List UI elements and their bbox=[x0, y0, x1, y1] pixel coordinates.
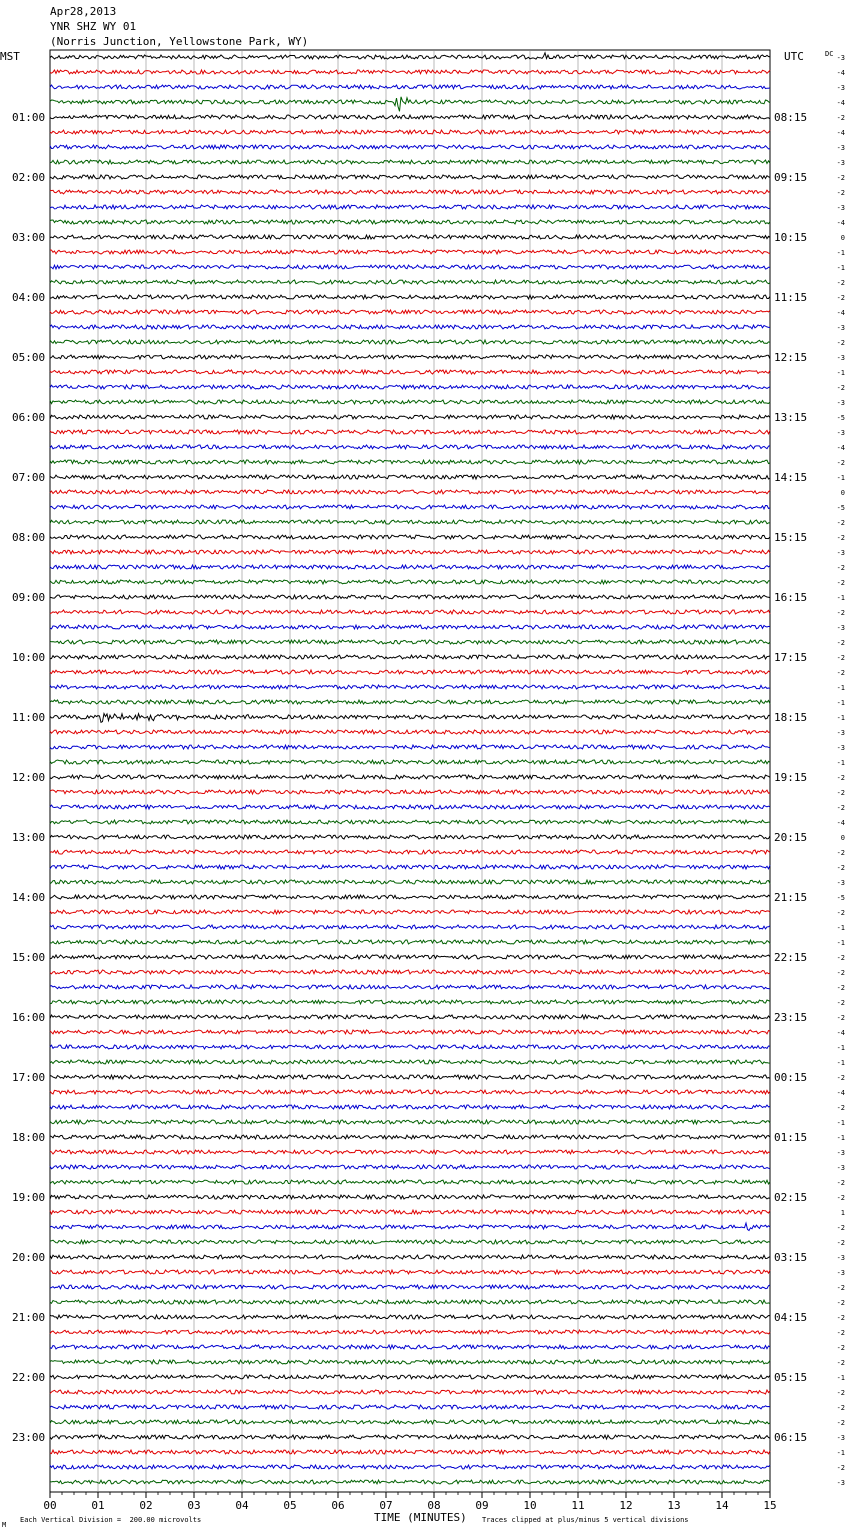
trace-line bbox=[50, 1180, 770, 1184]
trace-line bbox=[50, 340, 770, 344]
trace-line bbox=[50, 640, 770, 644]
trace-line bbox=[50, 460, 770, 464]
trace-line bbox=[50, 685, 770, 689]
trace-line bbox=[50, 714, 770, 723]
dc-offset-label: -2 bbox=[836, 1224, 845, 1232]
left-hour-label: 19:00 bbox=[12, 1191, 46, 1204]
trace-line bbox=[50, 70, 770, 74]
trace-line bbox=[50, 1285, 770, 1289]
dc-offset-label: -2 bbox=[836, 804, 845, 812]
x-tick-label: 10 bbox=[523, 1499, 537, 1512]
x-tick-label: 09 bbox=[475, 1499, 489, 1512]
trace-line bbox=[50, 730, 770, 734]
dc-offset-label: -2 bbox=[836, 1329, 845, 1337]
x-tick-label: 03 bbox=[187, 1499, 201, 1512]
dc-offset-label: -3 bbox=[836, 879, 845, 887]
trace-line bbox=[50, 400, 770, 404]
dc-offset-label: -2 bbox=[836, 774, 845, 782]
x-tick-label: 02 bbox=[139, 1499, 153, 1512]
x-tick-label: 13 bbox=[667, 1499, 681, 1512]
dc-offset-label: 0 bbox=[840, 489, 845, 497]
dc-offset-label: -2 bbox=[836, 864, 845, 872]
dc-offset-label: -2 bbox=[836, 1104, 845, 1112]
trace-line bbox=[50, 505, 770, 509]
left-hour-label: 08:00 bbox=[12, 531, 46, 544]
dc-offset-label: -2 bbox=[836, 1074, 845, 1082]
dc-offset-label: -2 bbox=[836, 1239, 845, 1247]
trace-line bbox=[50, 385, 770, 389]
left-hour-label: 02:00 bbox=[12, 171, 46, 184]
trace-line bbox=[50, 280, 770, 284]
dc-offset-label: -1 bbox=[836, 714, 845, 722]
dc-offset-label: -2 bbox=[836, 984, 845, 992]
dc-offset-label: -1 bbox=[836, 474, 845, 482]
left-hour-label: 20:00 bbox=[12, 1251, 46, 1264]
trace-line bbox=[50, 1210, 770, 1214]
right-hour-label: 04:15 bbox=[774, 1311, 808, 1324]
left-hour-label: 05:00 bbox=[12, 351, 46, 364]
dc-offset-label: -1 bbox=[836, 264, 845, 272]
trace-line bbox=[50, 880, 770, 884]
trace-line bbox=[50, 1195, 770, 1199]
trace-line bbox=[50, 520, 770, 524]
left-hour-label: 22:00 bbox=[12, 1371, 46, 1384]
trace-line bbox=[50, 370, 770, 374]
trace-line bbox=[50, 835, 770, 839]
dc-offset-label: -2 bbox=[836, 279, 845, 287]
dc-offset-label: -3 bbox=[836, 429, 845, 437]
right-hour-label: 15:15 bbox=[774, 531, 808, 544]
trace-line bbox=[50, 415, 770, 419]
dc-offset-label: -2 bbox=[836, 339, 845, 347]
dc-offset-label: -2 bbox=[836, 579, 845, 587]
trace-line bbox=[50, 805, 770, 809]
dc-offset-label: -2 bbox=[836, 909, 845, 917]
trace-line bbox=[50, 1150, 770, 1154]
right-hour-label: 19:15 bbox=[774, 771, 808, 784]
trace-line bbox=[50, 190, 770, 194]
right-hour-label: 02:15 bbox=[774, 1191, 808, 1204]
trace-line bbox=[50, 625, 770, 629]
dc-offset-label: -1 bbox=[836, 1059, 845, 1067]
trace-line bbox=[50, 1075, 770, 1079]
trace-line bbox=[50, 700, 770, 704]
dc-offset-label: -3 bbox=[836, 1164, 845, 1172]
right-hour-label: 17:15 bbox=[774, 651, 808, 664]
dc-offset-label: -2 bbox=[836, 189, 845, 197]
trace-line bbox=[50, 1105, 770, 1109]
trace-line bbox=[50, 1390, 770, 1394]
trace-line bbox=[50, 355, 770, 359]
trace-line bbox=[50, 1465, 770, 1469]
left-hour-label: 18:00 bbox=[12, 1131, 46, 1144]
dc-offset-label: -1 bbox=[836, 1134, 845, 1142]
dc-offset-label: -2 bbox=[836, 1389, 845, 1397]
dc-offset-label: -2 bbox=[836, 1299, 845, 1307]
x-tick-label: 14 bbox=[715, 1499, 729, 1512]
dc-offset-label: -2 bbox=[836, 669, 845, 677]
trace-line bbox=[50, 580, 770, 584]
station-location: (Norris Junction, Yellowstone Park, WY) bbox=[50, 35, 309, 48]
dc-offset-label: -2 bbox=[836, 1464, 845, 1472]
trace-line bbox=[50, 1345, 770, 1349]
dc-offset-label: -2 bbox=[836, 954, 845, 962]
left-hour-label: 01:00 bbox=[12, 111, 46, 124]
dc-offset-label: -1 bbox=[836, 924, 845, 932]
dc-offset-label: -5 bbox=[836, 504, 845, 512]
dc-offset-label: -2 bbox=[836, 1194, 845, 1202]
left-hour-label: 15:00 bbox=[12, 951, 46, 964]
station-code: YNR SHZ WY 01 bbox=[50, 20, 137, 33]
dc-offset-label: -2 bbox=[836, 1314, 845, 1322]
trace-line bbox=[50, 310, 770, 314]
dc-offset-label: -3 bbox=[836, 399, 845, 407]
left-hour-label: 21:00 bbox=[12, 1311, 46, 1324]
dc-offset-label: -3 bbox=[836, 729, 845, 737]
trace-line bbox=[50, 1315, 770, 1319]
dc-offset-label: -1 bbox=[836, 699, 845, 707]
dc-offset-label: -5 bbox=[836, 894, 845, 902]
left-hour-label: 17:00 bbox=[12, 1071, 46, 1084]
x-tick-label: 01 bbox=[91, 1499, 105, 1512]
dc-offset-label: -2 bbox=[836, 564, 845, 572]
dc-offset-label: -3 bbox=[836, 54, 845, 62]
trace-line bbox=[50, 97, 770, 112]
trace-line bbox=[50, 1223, 770, 1230]
dc-offset-label: -2 bbox=[836, 999, 845, 1007]
right-hour-label: 11:15 bbox=[774, 291, 808, 304]
right-hour-label: 22:15 bbox=[774, 951, 808, 964]
dc-offset-label: -3 bbox=[836, 1269, 845, 1277]
dc-offset-label: -2 bbox=[836, 1014, 845, 1022]
trace-line bbox=[50, 1030, 770, 1034]
trace-line bbox=[50, 1045, 770, 1049]
dc-offset-label: -2 bbox=[836, 609, 845, 617]
trace-line bbox=[50, 1060, 770, 1064]
trace-line bbox=[50, 1240, 770, 1244]
trace-line bbox=[50, 940, 770, 944]
dc-offset-label: -2 bbox=[836, 849, 845, 857]
dc-offset-label: -4 bbox=[836, 69, 845, 77]
dc-offset-label: -1 bbox=[836, 369, 845, 377]
trace-line bbox=[50, 970, 770, 974]
trace-line bbox=[50, 745, 770, 749]
trace-line bbox=[50, 565, 770, 569]
trace-line bbox=[50, 550, 770, 554]
x-tick-label: 15 bbox=[763, 1499, 777, 1512]
trace-line bbox=[50, 325, 770, 329]
left-hour-label: 16:00 bbox=[12, 1011, 46, 1024]
dc-offset-label: -1 bbox=[836, 759, 845, 767]
trace-line bbox=[50, 820, 770, 824]
trace-line bbox=[50, 985, 770, 989]
left-hour-label: 13:00 bbox=[12, 831, 46, 844]
dc-offset-label: -4 bbox=[836, 309, 845, 317]
dc-offset-label: -1 bbox=[836, 1044, 845, 1052]
plot-date: Apr28,2013 bbox=[50, 5, 117, 18]
dc-offset-label: -5 bbox=[836, 414, 845, 422]
left-hour-label: 11:00 bbox=[12, 711, 46, 724]
dc-offset-label: -4 bbox=[836, 219, 845, 227]
x-tick-label: 07 bbox=[379, 1499, 393, 1512]
trace-line bbox=[50, 1360, 770, 1364]
dc-offset-label: -2 bbox=[836, 114, 845, 122]
right-hour-label: 12:15 bbox=[774, 351, 808, 364]
trace-line bbox=[50, 535, 770, 539]
dc-offset-label: -3 bbox=[836, 744, 845, 752]
trace-line bbox=[50, 430, 770, 434]
dc-offset-label: -2 bbox=[836, 294, 845, 302]
trace-line bbox=[50, 850, 770, 854]
trace-line bbox=[50, 160, 770, 164]
right-hour-label: 23:15 bbox=[774, 1011, 808, 1024]
dc-offset-label: -1 bbox=[836, 1119, 845, 1127]
dc-offset-label: 1 bbox=[840, 1209, 845, 1217]
dc-offset-label: -2 bbox=[836, 1419, 845, 1427]
dc-offset-label: -3 bbox=[836, 159, 845, 167]
right-hour-label: 01:15 bbox=[774, 1131, 808, 1144]
dc-offset-label: -1 bbox=[836, 1449, 845, 1457]
footer-scale-note: Each Vertical Division = 200.00 microvolts bbox=[20, 1516, 202, 1524]
trace-line bbox=[50, 1255, 770, 1259]
left-hour-label: 03:00 bbox=[12, 231, 46, 244]
trace-line bbox=[50, 1330, 770, 1334]
x-tick-label: 12 bbox=[619, 1499, 633, 1512]
dc-offset-label: -1 bbox=[836, 594, 845, 602]
trace-line bbox=[50, 445, 770, 449]
right-hour-label: 21:15 bbox=[774, 891, 808, 904]
dc-offset-label: -1 bbox=[836, 1374, 845, 1382]
dc-offset-label: -3 bbox=[836, 354, 845, 362]
dc-offset-label: -3 bbox=[836, 1434, 845, 1442]
trace-line bbox=[50, 865, 770, 869]
trace-line bbox=[50, 790, 770, 794]
trace-line bbox=[50, 145, 770, 149]
dc-offset-label: -2 bbox=[836, 1179, 845, 1187]
trace-line bbox=[50, 775, 770, 779]
trace-line bbox=[50, 265, 770, 269]
trace-line bbox=[50, 1300, 770, 1304]
right-hour-label: 05:15 bbox=[774, 1371, 808, 1384]
trace-line bbox=[50, 955, 770, 959]
dc-offset-label: -2 bbox=[836, 1404, 845, 1412]
trace-line bbox=[50, 670, 770, 674]
trace-line bbox=[50, 53, 770, 59]
trace-line bbox=[50, 1450, 770, 1454]
dc-offset-label: -3 bbox=[836, 84, 845, 92]
trace-line bbox=[50, 610, 770, 614]
dc-offset-label: 0 bbox=[840, 834, 845, 842]
trace-line bbox=[50, 1090, 770, 1094]
dc-offset-label: 0 bbox=[840, 234, 845, 242]
dc-offset-label: -2 bbox=[836, 639, 845, 647]
dc-offset-label: -4 bbox=[836, 1029, 845, 1037]
trace-line bbox=[50, 1420, 770, 1424]
trace-line bbox=[50, 1480, 770, 1484]
trace-line bbox=[50, 1405, 770, 1409]
trace-line bbox=[50, 1375, 770, 1379]
right-hour-label: 10:15 bbox=[774, 231, 808, 244]
trace-line bbox=[50, 1165, 770, 1169]
left-hour-label: 06:00 bbox=[12, 411, 46, 424]
dc-offset-label: -2 bbox=[836, 534, 845, 542]
trace-line bbox=[50, 205, 770, 209]
trace-line bbox=[50, 1270, 770, 1274]
dc-offset-label: -2 bbox=[836, 789, 845, 797]
left-hour-label: 12:00 bbox=[12, 771, 46, 784]
dc-label: DC bbox=[825, 50, 834, 58]
trace-line bbox=[50, 490, 770, 494]
x-tick-label: 05 bbox=[283, 1499, 297, 1512]
dc-offset-label: -3 bbox=[836, 204, 845, 212]
trace-line bbox=[50, 85, 770, 89]
left-hour-label: 14:00 bbox=[12, 891, 46, 904]
left-hour-label: 04:00 bbox=[12, 291, 46, 304]
right-hour-label: 16:15 bbox=[774, 591, 808, 604]
dc-offset-label: -4 bbox=[836, 129, 845, 137]
right-hour-label: 06:15 bbox=[774, 1431, 808, 1444]
right-hour-label: 00:15 bbox=[774, 1071, 808, 1084]
dc-offset-label: -2 bbox=[836, 1344, 845, 1352]
right-hour-label: 18:15 bbox=[774, 711, 808, 724]
right-axis-label: UTC bbox=[784, 50, 804, 63]
dc-offset-label: -2 bbox=[836, 459, 845, 467]
left-hour-label: 09:00 bbox=[12, 591, 46, 604]
trace-line bbox=[50, 1435, 770, 1439]
dc-offset-label: -2 bbox=[836, 1284, 845, 1292]
trace-line bbox=[50, 115, 770, 119]
trace-line bbox=[50, 250, 770, 254]
dc-offset-label: -4 bbox=[836, 99, 845, 107]
x-tick-label: 04 bbox=[235, 1499, 249, 1512]
trace-line bbox=[50, 1015, 770, 1019]
trace-line bbox=[50, 595, 770, 599]
dc-offset-label: -2 bbox=[836, 384, 845, 392]
dc-offset-label: -1 bbox=[836, 249, 845, 257]
trace-line bbox=[50, 175, 770, 179]
x-tick-label: 08 bbox=[427, 1499, 441, 1512]
trace-line bbox=[50, 1120, 770, 1124]
right-hour-label: 20:15 bbox=[774, 831, 808, 844]
dc-offset-label: -2 bbox=[836, 1359, 845, 1367]
corner-mark: M bbox=[2, 1521, 7, 1529]
dc-offset-label: -3 bbox=[836, 1479, 845, 1487]
dc-offset-label: -4 bbox=[836, 1089, 845, 1097]
trace-line bbox=[50, 895, 770, 899]
right-hour-label: 09:15 bbox=[774, 171, 808, 184]
right-hour-label: 14:15 bbox=[774, 471, 808, 484]
x-tick-label: 06 bbox=[331, 1499, 345, 1512]
trace-line bbox=[50, 1135, 770, 1139]
x-axis-title: TIME (MINUTES) bbox=[374, 1511, 467, 1524]
dc-offset-label: -3 bbox=[836, 324, 845, 332]
right-hour-label: 13:15 bbox=[774, 411, 808, 424]
dc-offset-label: -3 bbox=[836, 549, 845, 557]
left-hour-label: 10:00 bbox=[12, 651, 46, 664]
trace-line bbox=[50, 760, 770, 764]
x-tick-label: 11 bbox=[571, 1499, 585, 1512]
dc-offset-label: -4 bbox=[836, 444, 845, 452]
dc-offset-label: -1 bbox=[836, 939, 845, 947]
dc-offset-label: -3 bbox=[836, 1149, 845, 1157]
dc-offset-label: -3 bbox=[836, 624, 845, 632]
dc-offset-label: -2 bbox=[836, 174, 845, 182]
left-axis-label: MST bbox=[0, 50, 20, 63]
trace-line bbox=[50, 1000, 770, 1004]
trace-line bbox=[50, 220, 770, 224]
dc-offset-label: -3 bbox=[836, 1254, 845, 1262]
trace-line bbox=[50, 910, 770, 914]
trace-line bbox=[50, 925, 770, 929]
dc-offset-label: -3 bbox=[836, 144, 845, 152]
trace-line bbox=[50, 130, 770, 134]
dc-offset-label: -4 bbox=[836, 819, 845, 827]
dc-offset-label: -2 bbox=[836, 969, 845, 977]
x-tick-label: 00 bbox=[43, 1499, 57, 1512]
trace-line bbox=[50, 295, 770, 299]
left-hour-label: 07:00 bbox=[12, 471, 46, 484]
trace-line bbox=[50, 655, 770, 659]
dc-offset-label: -1 bbox=[836, 684, 845, 692]
dc-offset-label: -2 bbox=[836, 654, 845, 662]
right-hour-label: 08:15 bbox=[774, 111, 808, 124]
footer-clip-note: Traces clipped at plus/minus 5 vertical divisions bbox=[482, 1516, 689, 1524]
dc-offset-label: -2 bbox=[836, 519, 845, 527]
right-hour-label: 03:15 bbox=[774, 1251, 808, 1264]
left-hour-label: 23:00 bbox=[12, 1431, 46, 1444]
trace-line bbox=[50, 235, 770, 239]
trace-line bbox=[50, 475, 770, 479]
